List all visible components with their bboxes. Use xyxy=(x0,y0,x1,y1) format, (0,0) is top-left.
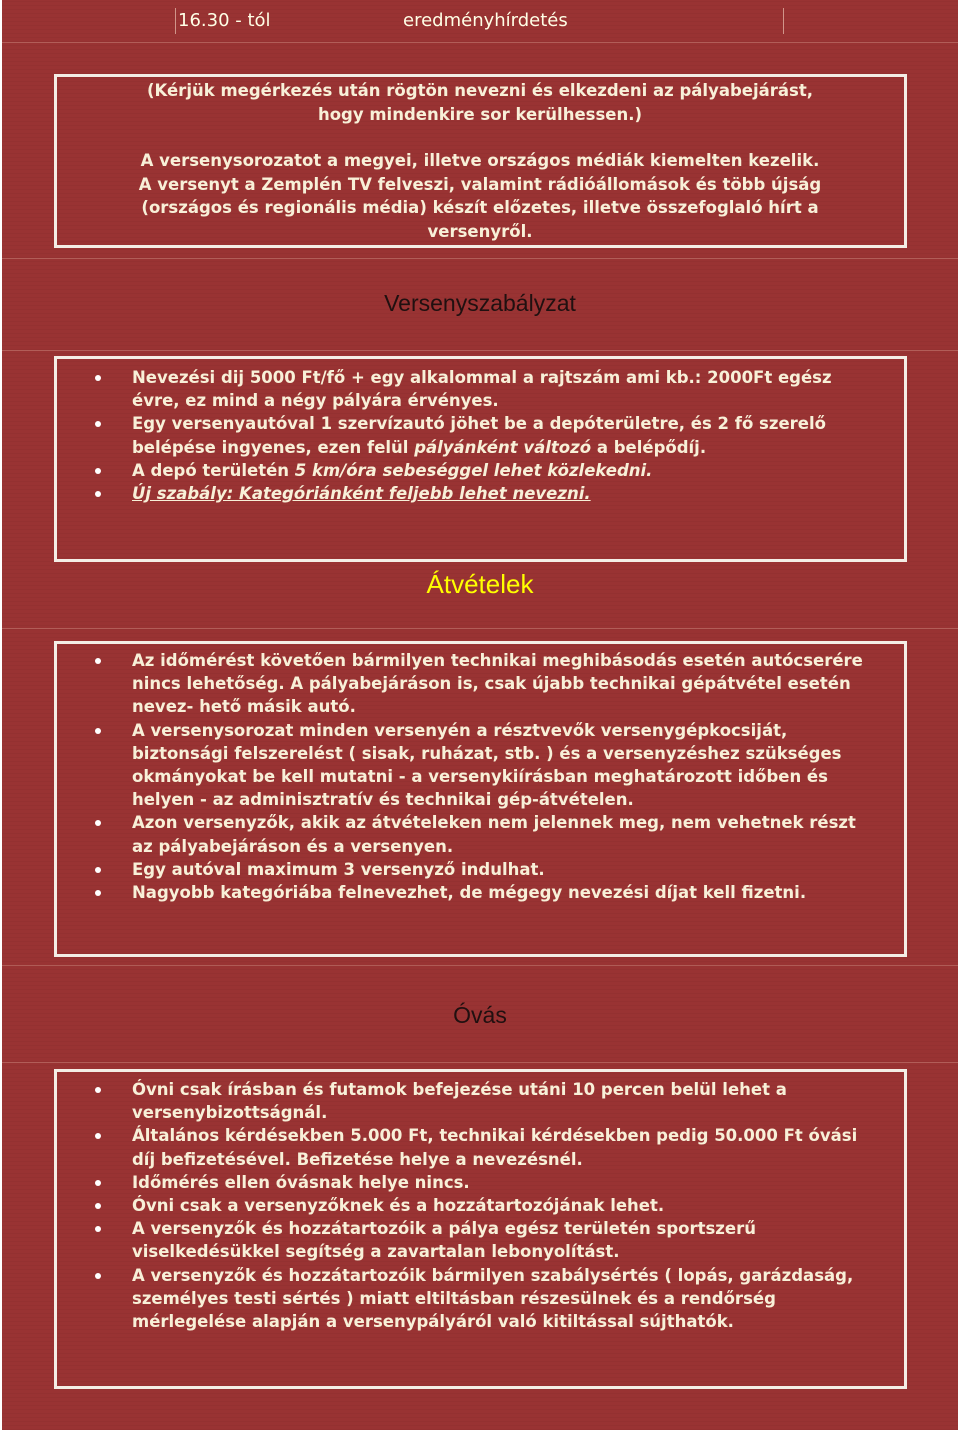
list-item: Óvni csak a versenyzőknek és a hozzátartozójának lehet. xyxy=(94,1194,884,1217)
divider xyxy=(2,1062,958,1063)
rules-list xyxy=(94,366,874,505)
divider xyxy=(2,258,958,259)
list-item: A versenysorozat minden versenyén a résztvevők versenygépkocsiját, biztonsági felszerelést ( sisak, ruházat, stb. ) és a versenyzéshez szükséges okmányokat be kell mutatni - a versenykiírásban meghatározott időben és helyen - az adminisztratív és technikai gép-átvételen. xyxy=(94,719,874,812)
intro-line: (országos és regionális média) készít előzetes, illetve összefoglaló hírt a xyxy=(141,198,819,217)
bullet-icon xyxy=(95,658,101,664)
bullet-icon xyxy=(95,1133,101,1139)
bullet-icon xyxy=(95,1087,101,1093)
list-item: Új szabály: Kategóriánként feljebb lehet nevezni. xyxy=(94,482,874,505)
list-item: A versenyzők és hozzátartozóik a pálya egész területén sportszerű viselkedésükkel segítség a zavartalan lebonyolítást. xyxy=(94,1217,884,1263)
bullet-icon xyxy=(95,491,101,497)
list-item: Nagyobb kategóriába felnevezhet, de mégegy nevezési díjat kell fizetni. xyxy=(94,881,874,904)
list-item: Nevezési dij 5000 Ft/fő + egy alkalommal a rajtszám ami kb.: 2000Ft egész évre, ez mind a négy pályára érvényes. xyxy=(94,366,874,412)
bullet-icon xyxy=(95,1226,101,1232)
intro-line: versenyről. xyxy=(427,221,533,241)
intro-line: A versenyt a Zemplén TV felveszi, valamint rádióállomások és több újság xyxy=(138,174,822,194)
section-title-protest: Óvás xyxy=(453,1002,507,1028)
intro-line: hogy mindenkire sor kerülhessen.) xyxy=(317,104,643,124)
protest-list xyxy=(94,1078,884,1333)
list-item: Az időmérést követően bármilyen technikai meghibásodás esetén autócserére nincs lehetőség. A pályabejáráson is, csak újabb technikai gépátvétel esetén nevez- hető másik autó. xyxy=(94,649,874,719)
list-item: A depó területén 5 km/óra sebeséggel lehet közlekedni. xyxy=(94,459,874,482)
list-item: Óvni csak írásban és futamok befejezése utáni 10 percen belül lehet a versenybizottságnál. xyxy=(94,1078,884,1124)
bullet-icon xyxy=(95,890,101,896)
cell-divider xyxy=(783,8,784,34)
section-title-rules: Versenyszabályzat xyxy=(384,290,576,316)
bullet-icon xyxy=(95,728,101,734)
bullet-icon xyxy=(95,1180,101,1186)
divider xyxy=(2,350,958,351)
list-item: Egy autóval maximum 3 versenyző indulhat. xyxy=(94,858,874,881)
list-item: Időmérés ellen óvásnak helye nincs. xyxy=(94,1171,884,1194)
bullet-icon xyxy=(95,867,101,873)
list-item: Általános kérdésekben 5.000 Ft, technikai kérdésekben pedig 50.000 Ft óvási díj befizetésével. Befizetése helye a nevezésnél. xyxy=(94,1124,884,1170)
list-item: A versenyzők és hozzátartozóik bármilyen szabálysértés ( lopás, garázdaság, személyes testi sértés ) miatt eltiltásban részesülnek és a rendőrség mérlegelése alapján a versenypályáról való kitiltással sújthatók. xyxy=(94,1264,884,1334)
schedule-time: 16.30 - tól xyxy=(178,10,271,31)
list-item: Azon versenyzők, akik az átvételeken nem jelennek meg, nem vehetnek részt az pályabejáráson és a versenyen. xyxy=(94,811,874,857)
bullet-icon xyxy=(95,375,101,381)
divider xyxy=(2,965,958,966)
intro-line: (Kérjük megérkezés után rögtön nevezni és elkezdeni az pályabejárást, xyxy=(146,81,814,100)
schedule-row xyxy=(0,0,960,40)
bullet-icon xyxy=(95,1273,101,1279)
schedule-event: eredményhírdetés xyxy=(403,10,568,31)
section-title-takeover: Átvételek xyxy=(426,569,534,599)
intro-text xyxy=(82,79,878,243)
bullet-icon xyxy=(95,820,101,826)
bullet-icon xyxy=(95,468,101,474)
intro-line: A versenysorozatot a megyei, illetve országos médiák kiemelten kezelik. xyxy=(140,151,820,170)
list-item: Egy versenyautóval 1 szervízautó jöhet be a depóterületre, és 2 fő szerelő belépése ingyenes, ezen felül pályánként változó a belépődíj. xyxy=(94,412,874,458)
bullet-icon xyxy=(95,421,101,427)
bullet-icon xyxy=(95,1203,101,1209)
takeover-list xyxy=(94,649,874,904)
cell-divider xyxy=(175,8,176,34)
divider xyxy=(2,628,958,629)
divider xyxy=(2,42,958,43)
